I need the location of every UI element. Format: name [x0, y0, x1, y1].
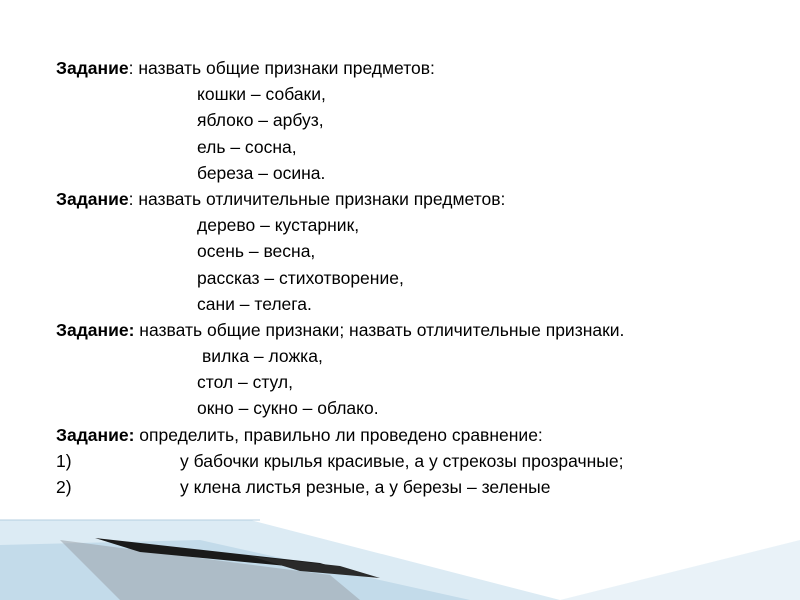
- task-2-item: сани – телега.: [197, 293, 312, 314]
- task-label: Задание: [56, 58, 129, 78]
- task-1-item: ель – сосна,: [197, 136, 297, 157]
- task-text: определить, правильно ли проведено сравнение:: [134, 424, 543, 445]
- item-text: у бабочки крылья красивые, а у стрекозы прозрачные;: [180, 450, 624, 471]
- task-4-heading: [56, 422, 756, 448]
- task-2-item: осень – весна,: [197, 241, 316, 262]
- item-number: 1): [56, 450, 72, 471]
- task-label-colon: :: [128, 58, 134, 78]
- task-1-item: яблоко – арбуз,: [197, 110, 324, 131]
- task-2-item: рассказ – стихотворение,: [197, 267, 404, 288]
- task-label-colon: :: [128, 188, 134, 209]
- task-4-numbered-item: [56, 474, 756, 500]
- task-2-item: дерево – кустарник,: [197, 215, 360, 236]
- task-3-heading: [56, 317, 696, 343]
- task-label: Задание:: [56, 319, 135, 340]
- task-text: назвать общие признаки предметов:: [133, 58, 435, 78]
- task-label: Задание:: [56, 424, 135, 445]
- task-4-numbered-item: [56, 448, 756, 474]
- task-3-item: вилка – ложка,: [202, 346, 323, 367]
- task-3-item: стол – стул,: [197, 372, 293, 393]
- task-1-heading: [56, 55, 756, 81]
- task-text: назвать общие признаки; назвать отличительные признаки.: [134, 319, 625, 340]
- task-3-item: окно – сукно – облако.: [197, 398, 379, 419]
- task-1-item: кошки – собаки,: [197, 84, 326, 105]
- item-number: 2): [56, 477, 72, 498]
- task-1-item: береза – осина.: [197, 162, 326, 183]
- task-text: назвать отличительные признаки предметов:: [133, 188, 506, 209]
- task-2-heading: [56, 186, 756, 212]
- decor-right-wedge: [560, 540, 800, 600]
- item-text: у клена листья резные, а у березы – зеленые: [180, 477, 551, 498]
- task-label: Задание: [56, 188, 129, 209]
- slide-text: [56, 55, 756, 500]
